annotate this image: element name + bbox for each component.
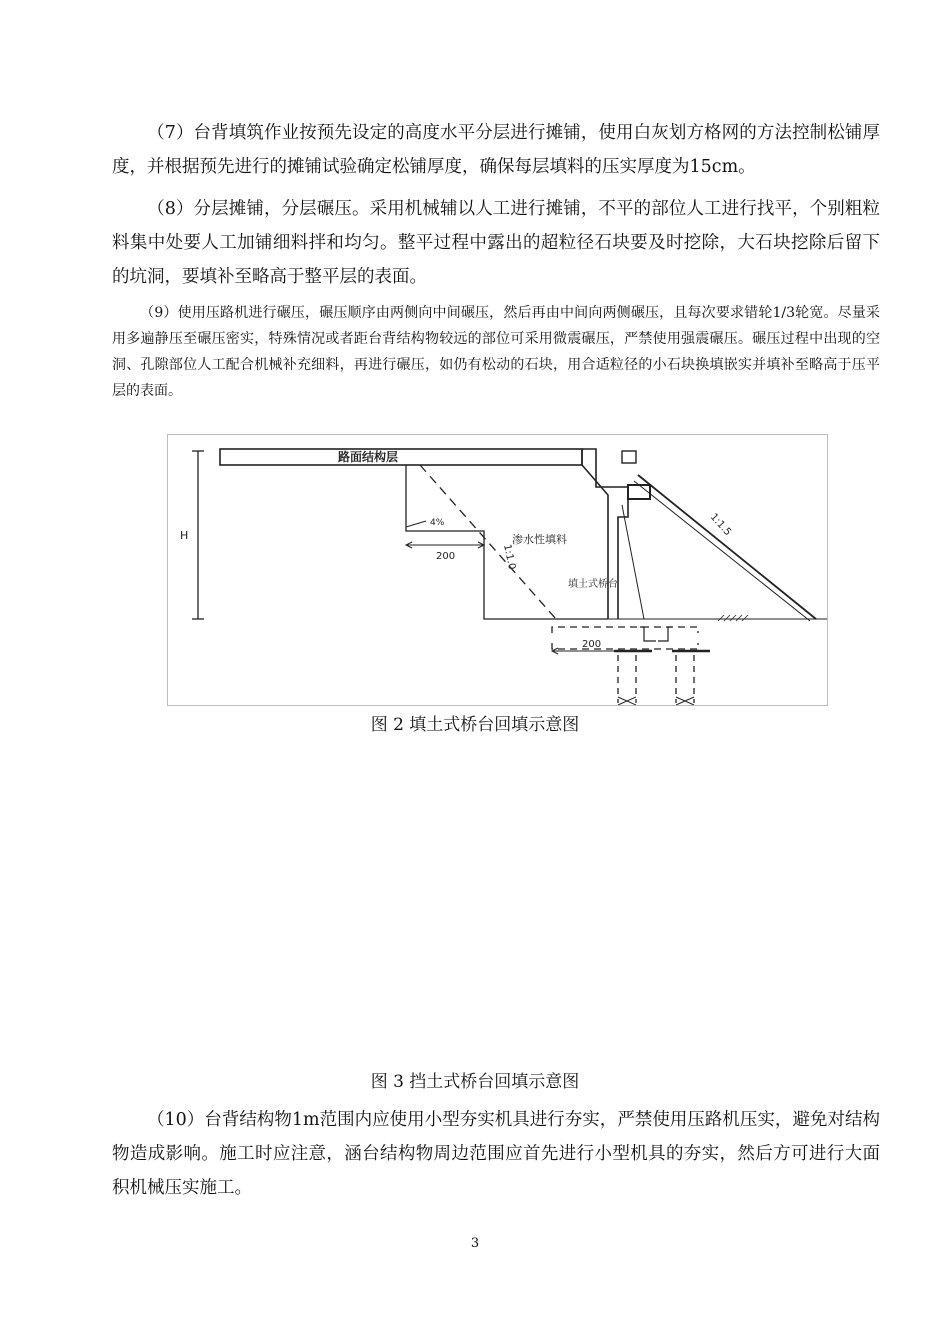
top-dimension-label: 200 [436, 551, 456, 562]
page-number: 3 [470, 1236, 480, 1251]
paragraph-10: （10）台背结构物1m范围内应使用小型夯实机具进行夯实，严禁使用压路机压实，避免对结构物造成影响。施工时应注意，涵台结构物周边范围应首先进行小型机具的夯实，然后方可进行大面积机械压实施工。 [112, 1110, 880, 1198]
pavement-label: 路面结构层 [338, 450, 399, 464]
embankment-slope-1-1-5 [638, 475, 816, 619]
bottom-dimension-label: 200 [582, 639, 602, 650]
abutment-backfill-diagram [168, 435, 827, 705]
figure-2-caption: 图 2 填土式桥台回填示意图 [370, 715, 580, 735]
slope-left-label: 1:1.0 [501, 543, 518, 571]
height-label: H [180, 529, 189, 542]
paragraph-8: （8）分层摊铺，分层碾压。采用机械辅以人工进行摊铺，不平的部位人工进行找平，个别粗粒料集中处要人工加铺细料拌和均匀。整平过程中露出的超粒径石块要及时挖除，大石块挖除后留下的坑洞，要填补至略高于整平层的表面。 [112, 199, 880, 287]
paragraph-9: （9）使用压路机进行碾压，碾压顺序由两侧向中间碾压，然后再由中间向两侧碾压，且每次要求错轮1/3轮宽。尽量采用多遍静压至碾压密实，特殊情况或者距台背结构物较远的部位可采用微震碾压，严禁使用强震碾压。碾压过程中出现的空洞、孔隙部位人工配合机械补充细料，再进行碾压，如仍有松动的石块，用合适粒径的小石块换填嵌实并填补至略高于压平层的表面。 [112, 305, 880, 399]
pavement-layer [220, 449, 582, 465]
fill-material-label: 渗水性填料 [512, 533, 567, 546]
figure-3-caption: 图 3 挡土式桥台回填示意图 [370, 1072, 580, 1092]
pile-cap-outline [552, 627, 698, 633]
slope-right-label: 1:1.5 [707, 511, 734, 539]
slope-percent-label: 4% [430, 518, 445, 528]
paragraph-7: （7）台背填筑作业按预先设定的高度水平分层进行摊铺，使用白灰划方格网的方法控制松铺厚度，并根据预先进行的摊铺试验确定松铺厚度，确保每层填料的压实厚度为15cm。 [112, 123, 880, 177]
abutment-label: 填土式桥台 [568, 579, 618, 590]
stepped-excavation [406, 465, 608, 619]
figure-2-diagram [167, 434, 828, 706]
abutment-body [582, 449, 628, 619]
